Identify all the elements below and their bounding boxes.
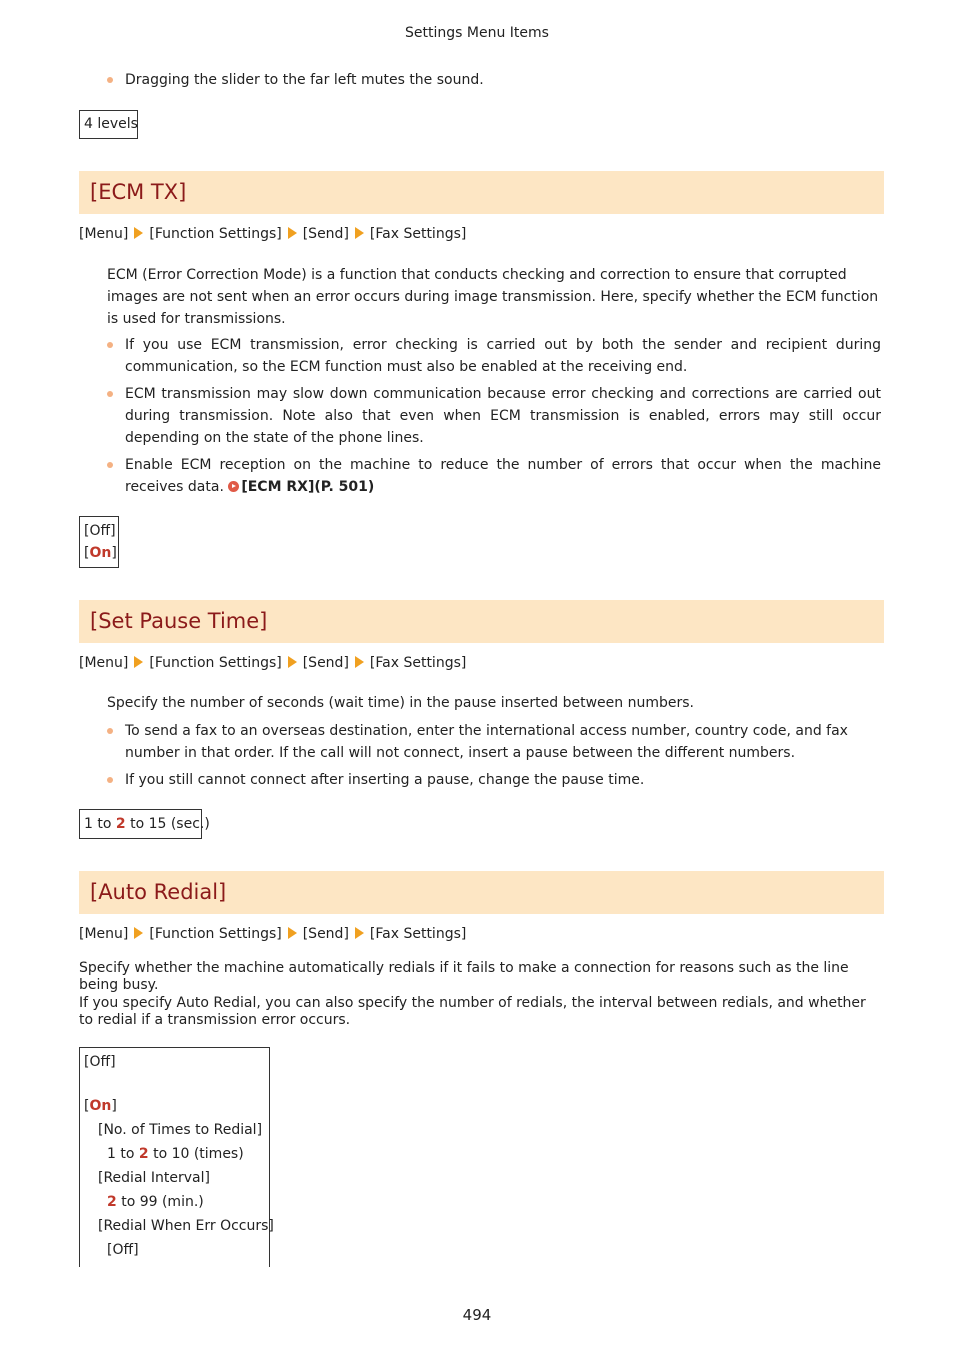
breadcrumb-fax-settings: [Fax Settings]	[369, 226, 467, 242]
bullet-text: ECM transmission may slow down communication because error checking and corrections are carried out during transmission. Note also that even when ECM transmission is enabled, errors may still occur depending on the state of the phone lines.	[125, 386, 881, 446]
range-default: 2	[115, 816, 126, 832]
option-interval-label: [Redial Interval]	[98, 1170, 210, 1186]
page-number: 494	[462, 1306, 492, 1324]
breadcrumb	[79, 224, 466, 244]
list-item	[107, 720, 881, 764]
breadcrumb	[79, 924, 466, 944]
breadcrumb-menu: [Menu]	[79, 226, 129, 242]
options-box	[79, 516, 119, 568]
bracket-close: ]	[111, 545, 117, 561]
ecm-rx-link[interactable]	[228, 479, 374, 495]
range-default: 2	[107, 1194, 117, 1210]
breadcrumb-send: [Send]	[302, 926, 349, 942]
option-interval-range	[84, 1190, 265, 1214]
section-intro: Specify the number of seconds (wait time) in the pause inserted between numbers.	[107, 695, 694, 711]
levels-box	[79, 110, 138, 139]
bullet-dot	[107, 391, 113, 397]
option-on	[84, 1094, 265, 1118]
bullet-text: If you still cannot connect after inserting a pause, change the pause time.	[125, 772, 645, 788]
bullet-text: If you use ECM transmission, error checking is carried out by both the sender and recipient during communication, so the ECM function must also be enabled at the receiving end.	[125, 337, 881, 375]
range-default: 2	[138, 1146, 149, 1162]
bullet-dot	[107, 728, 113, 734]
range-suffix: to 10 (times)	[148, 1146, 244, 1162]
bullet-text: Enable ECM reception on the machine to reduce the number of errors that occur when the machine receives data.	[125, 457, 881, 495]
section-header-auto-redial	[79, 871, 884, 914]
option-off: [Off]	[84, 1054, 116, 1070]
levels-value: 4 levels	[84, 116, 138, 132]
breadcrumb-function-settings: [Function Settings]	[149, 226, 282, 242]
breadcrumb-send: [Send]	[302, 655, 349, 671]
arrow-right-icon	[355, 227, 364, 239]
arrow-right-icon	[288, 927, 297, 939]
arrow-right-icon	[134, 656, 143, 668]
list-item	[107, 383, 881, 449]
breadcrumb-menu: [Menu]	[79, 926, 129, 942]
arrow-right-icon	[355, 927, 364, 939]
bullet-text: To send a fax to an overseas destination, enter the international access number, country code, and fax number in that order. If the call will not connect, insert a pause between the different numbers.	[125, 723, 848, 761]
section-header-set-pause-time	[79, 600, 884, 643]
option-times-label: [No. of Times to Redial]	[98, 1122, 263, 1138]
options-box	[79, 1047, 274, 1267]
section-title: [ECM TX]	[90, 180, 187, 204]
bracket-close: ]	[111, 1098, 117, 1114]
section-intro: Specify whether the machine automatically redials if it fails to make a connection for reasons such as the line being busy.	[79, 960, 849, 993]
bracket-open: [	[84, 545, 90, 561]
link-arrow-icon	[228, 481, 239, 492]
breadcrumb-send: [Send]	[302, 226, 349, 242]
option-err-off: [Off]	[107, 1242, 139, 1258]
default-on: On	[89, 1098, 112, 1114]
breadcrumb-function-settings: [Function Settings]	[149, 655, 282, 671]
breadcrumb-function-settings: [Function Settings]	[149, 926, 282, 942]
option-off: [Off]	[84, 523, 116, 539]
section-intro: ECM (Error Correction Mode) is a function that conducts checking and correction to ensure that corrupted images are not sent when an error occurs during image transmission. Here, specify whether the ECM function is used for transmissions.	[107, 267, 879, 327]
list-item	[107, 769, 881, 791]
section-intro: If you specify Auto Redial, you can also specify the number of redials, the interval between redials, and whether to redial if a transmission error occurs.	[79, 995, 866, 1028]
arrow-right-icon	[288, 656, 297, 668]
range-prefix: 1 to	[84, 816, 116, 832]
option-err-label: [Redial When Err Occurs]	[98, 1218, 274, 1234]
list-item	[107, 69, 887, 91]
arrow-right-icon	[134, 227, 143, 239]
list-item	[107, 454, 881, 498]
arrow-right-icon	[355, 656, 364, 668]
bullet-dot	[107, 462, 113, 468]
range-suffix: to 15 (sec.)	[125, 816, 210, 832]
bullet-text: Dragging the slider to the far left mutes the sound.	[125, 72, 484, 88]
default-on: On	[89, 545, 112, 561]
arrow-right-icon	[288, 227, 297, 239]
arrow-right-icon	[134, 927, 143, 939]
bullet-dot	[107, 77, 113, 83]
breadcrumb-fax-settings: [Fax Settings]	[369, 926, 467, 942]
range-box	[79, 809, 210, 839]
range-prefix: 1 to	[107, 1146, 139, 1162]
breadcrumb-fax-settings: [Fax Settings]	[369, 655, 467, 671]
range-suffix: to 99 (min.)	[116, 1194, 204, 1210]
page-header: Settings Menu Items	[405, 25, 549, 41]
option-on	[84, 542, 117, 564]
section-title: [Auto Redial]	[90, 880, 227, 904]
breadcrumb	[79, 653, 466, 673]
bullet-dot	[107, 342, 113, 348]
section-header-ecm-tx	[79, 171, 884, 214]
link-text: [ECM RX](P. 501)	[241, 479, 375, 495]
bracket-open: [	[84, 1098, 90, 1114]
option-times-range	[84, 1142, 265, 1166]
breadcrumb-menu: [Menu]	[79, 655, 129, 671]
bullet-dot	[107, 777, 113, 783]
list-item	[107, 334, 881, 378]
section-title: [Set Pause Time]	[90, 609, 268, 633]
